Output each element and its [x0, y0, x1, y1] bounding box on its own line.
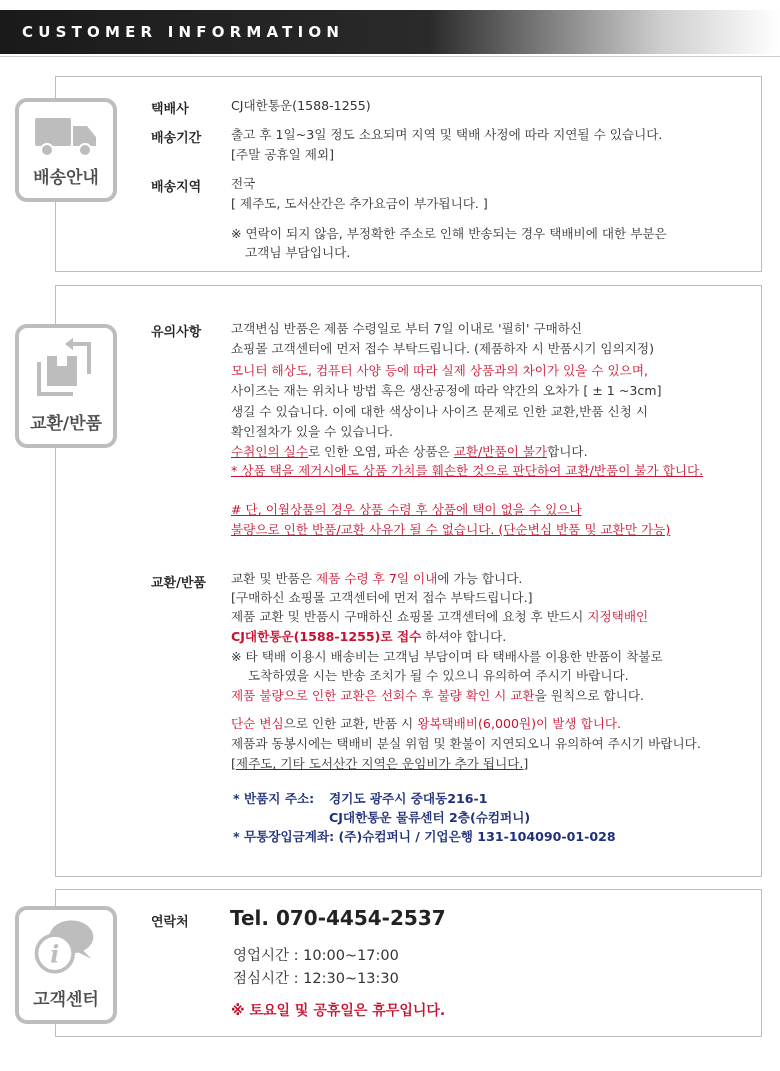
returns-badge: [15, 324, 117, 448]
bank-account-line: * 무통장입금계좌: (주)슈컴퍼니 / 기업은행 131-104090-01-028: [233, 829, 616, 844]
period-line1: 출고 후 1일~3일 정도 소요되며 지역 및 택배 사정에 따라 지연될 수 있습니다.: [231, 127, 663, 142]
exchange-line1: [231, 569, 522, 589]
header-divider: [0, 56, 780, 57]
courier-value: CJ대한통운(1588-1255): [231, 98, 371, 113]
exchange-line7: [231, 686, 644, 706]
period-line2: [주말 공휴일 제외]: [231, 147, 334, 162]
exchange-line7-end: 을 원칙으로 합니다.: [534, 688, 645, 703]
notice-line9: # 단, 이월상품의 경우 상품 수령 후 상품에 택이 없을 수 있으나: [231, 502, 582, 517]
notice-label: 유의사항: [151, 325, 202, 340]
notice-line7-end: 합니다.: [547, 444, 588, 459]
closed-days-notice: ※ 토요일 및 공휴일은 휴무입니다.: [231, 1003, 446, 1019]
delivery-badge: [15, 98, 117, 202]
area-label: 배송지역: [151, 180, 202, 195]
contact-badge-label: 고객센터: [33, 990, 99, 1010]
period-label: 배송기간: [151, 131, 202, 146]
cj-courier-text: CJ대한통운(1588-1255)로 접수: [231, 629, 422, 644]
notice-line6: 확인절차가 있을 수 있습니다.: [231, 424, 393, 439]
exchange-line4: [231, 627, 506, 647]
notice-line7: [231, 442, 588, 462]
return-address-label: * 반품지 주소:: [233, 791, 315, 806]
info-chat-icon: [31, 914, 97, 980]
business-hours: 영업시간 : 10:00~17:00: [233, 948, 399, 964]
box-return-icon: [33, 336, 99, 402]
notice-line2: 쇼핑몰 고객센터에 먼저 접수 부탁드립니다. (제품하자 시 반품시기 임의지정): [231, 341, 654, 356]
exchange-line4-end: 하셔야 합니다.: [421, 629, 507, 644]
truck-icon: [33, 112, 99, 162]
within-7-days-text: 제품 수령 후 7일 이내: [316, 571, 438, 586]
returns-badge-label: 교환/반품: [30, 414, 102, 434]
exchange-line10: [제주도, 기타 도서산간 지역은 운임비가 추가 됩니다.]: [231, 756, 529, 771]
area-line1: 전국: [231, 176, 256, 191]
not-refundable-text: 교환/반품이 불가: [453, 444, 548, 459]
exchange-line9: 제품과 동봉시에는 택배비 분실 위험 및 환불이 지연되오니 유의하여 주시기 바랍니다.: [231, 736, 701, 751]
lunch-hours: 점심시간 : 12:30~13:30: [233, 971, 399, 987]
exchange-line5: ※ 타 택배 이용시 배송비는 고객님 부담이며 타 택배사를 이용한 반품이 착불로: [231, 649, 663, 664]
area-line2: [ 제주도, 도서산간은 추가요금이 부가됩니다. ]: [231, 196, 488, 211]
notice-line4: 사이즈는 재는 위치나 방법 혹은 생산공정에 따라 약간의 오차가 [ ± 1 ~3cm]: [231, 383, 662, 398]
designated-courier-text: 지정택배인: [587, 609, 649, 624]
exchange-line8: [231, 714, 621, 734]
defect-exchange-text: 제품 불량으로 인한 교환은 선회수 후 불량 확인 시 교환: [231, 688, 535, 703]
notice-line5: 생길 수 있습니다. 이에 대한 색상이나 사이즈 문제로 인한 교환,반품 신청 시: [231, 404, 649, 419]
return-address-line2: CJ대한통운 물류센터 2층(슈컴퍼니): [329, 810, 531, 825]
notice-line3: 모니터 해상도, 컴퓨터 사양 등에 따라 실제 상품과의 차이가 있을 수 있으며,: [231, 363, 649, 378]
courier-label: 택배사: [151, 102, 189, 117]
header-title: CUSTOMER INFORMATION: [22, 23, 345, 41]
return-address-line1: 경기도 광주시 중대동216-1: [329, 791, 488, 806]
exchange-line6: 도착하였을 시는 반송 조치가 될 수 있으니 유의하여 주시기 바랍니다.: [248, 668, 629, 683]
delivery-badge-label: 배송안내: [33, 168, 99, 188]
notice-line10: 불량으로 인한 반품/교환 사유가 될 수 없습니다. (단순변심 반품 및 교환만 가능): [231, 522, 671, 537]
exchange-line8-mid: 으로 인한 교환, 반품 시: [283, 716, 418, 731]
exchange-label: 교환/반품: [151, 576, 206, 591]
exchange-line3: [231, 607, 648, 627]
contact-label: 연락처: [151, 915, 189, 930]
delivery-note-line1: ※ 연락이 되지 않음, 부정확한 주소로 인해 반송되는 경우 택배비에 대한 부분은: [231, 226, 667, 241]
notice-line7-mid: 로 인한 오염, 파손 상품은: [308, 444, 454, 459]
phone-number[interactable]: Tel. 070-4454-2537: [230, 906, 446, 930]
contact-badge: [15, 906, 117, 1024]
recipient-mistake-text: 수취인의 실수: [231, 444, 308, 459]
exchange-line2: [구매하신 쇼핑몰 고객센터에 먼저 접수 부탁드립니다.]: [231, 590, 533, 605]
round-trip-fee-text: 왕복택배비(6,000원)이 발생 합니다.: [417, 716, 622, 731]
svg-text:i: i: [50, 940, 60, 969]
notice-line1: 고객변심 반품은 제품 수령일로 부터 7일 이내로 '필히' 구매하신: [231, 321, 583, 336]
exchange-line1-start: 교환 및 반품은: [231, 571, 317, 586]
notice-line8: * 상품 택을 제거시에도 상품 가치를 훼손한 것으로 판단하여 교환/반품이 불가 합니다.: [231, 463, 704, 478]
exchange-line3-start: 제품 교환 및 반품시 구매하신 쇼핑몰 고객센터에 요청 후 반드시: [231, 609, 588, 624]
simple-change-text: 단순 변심: [231, 716, 284, 731]
delivery-note-line2: 고객님 부담입니다.: [245, 245, 351, 260]
exchange-line1-end: 에 가능 합니다.: [437, 571, 523, 586]
header-bar: [0, 10, 780, 54]
